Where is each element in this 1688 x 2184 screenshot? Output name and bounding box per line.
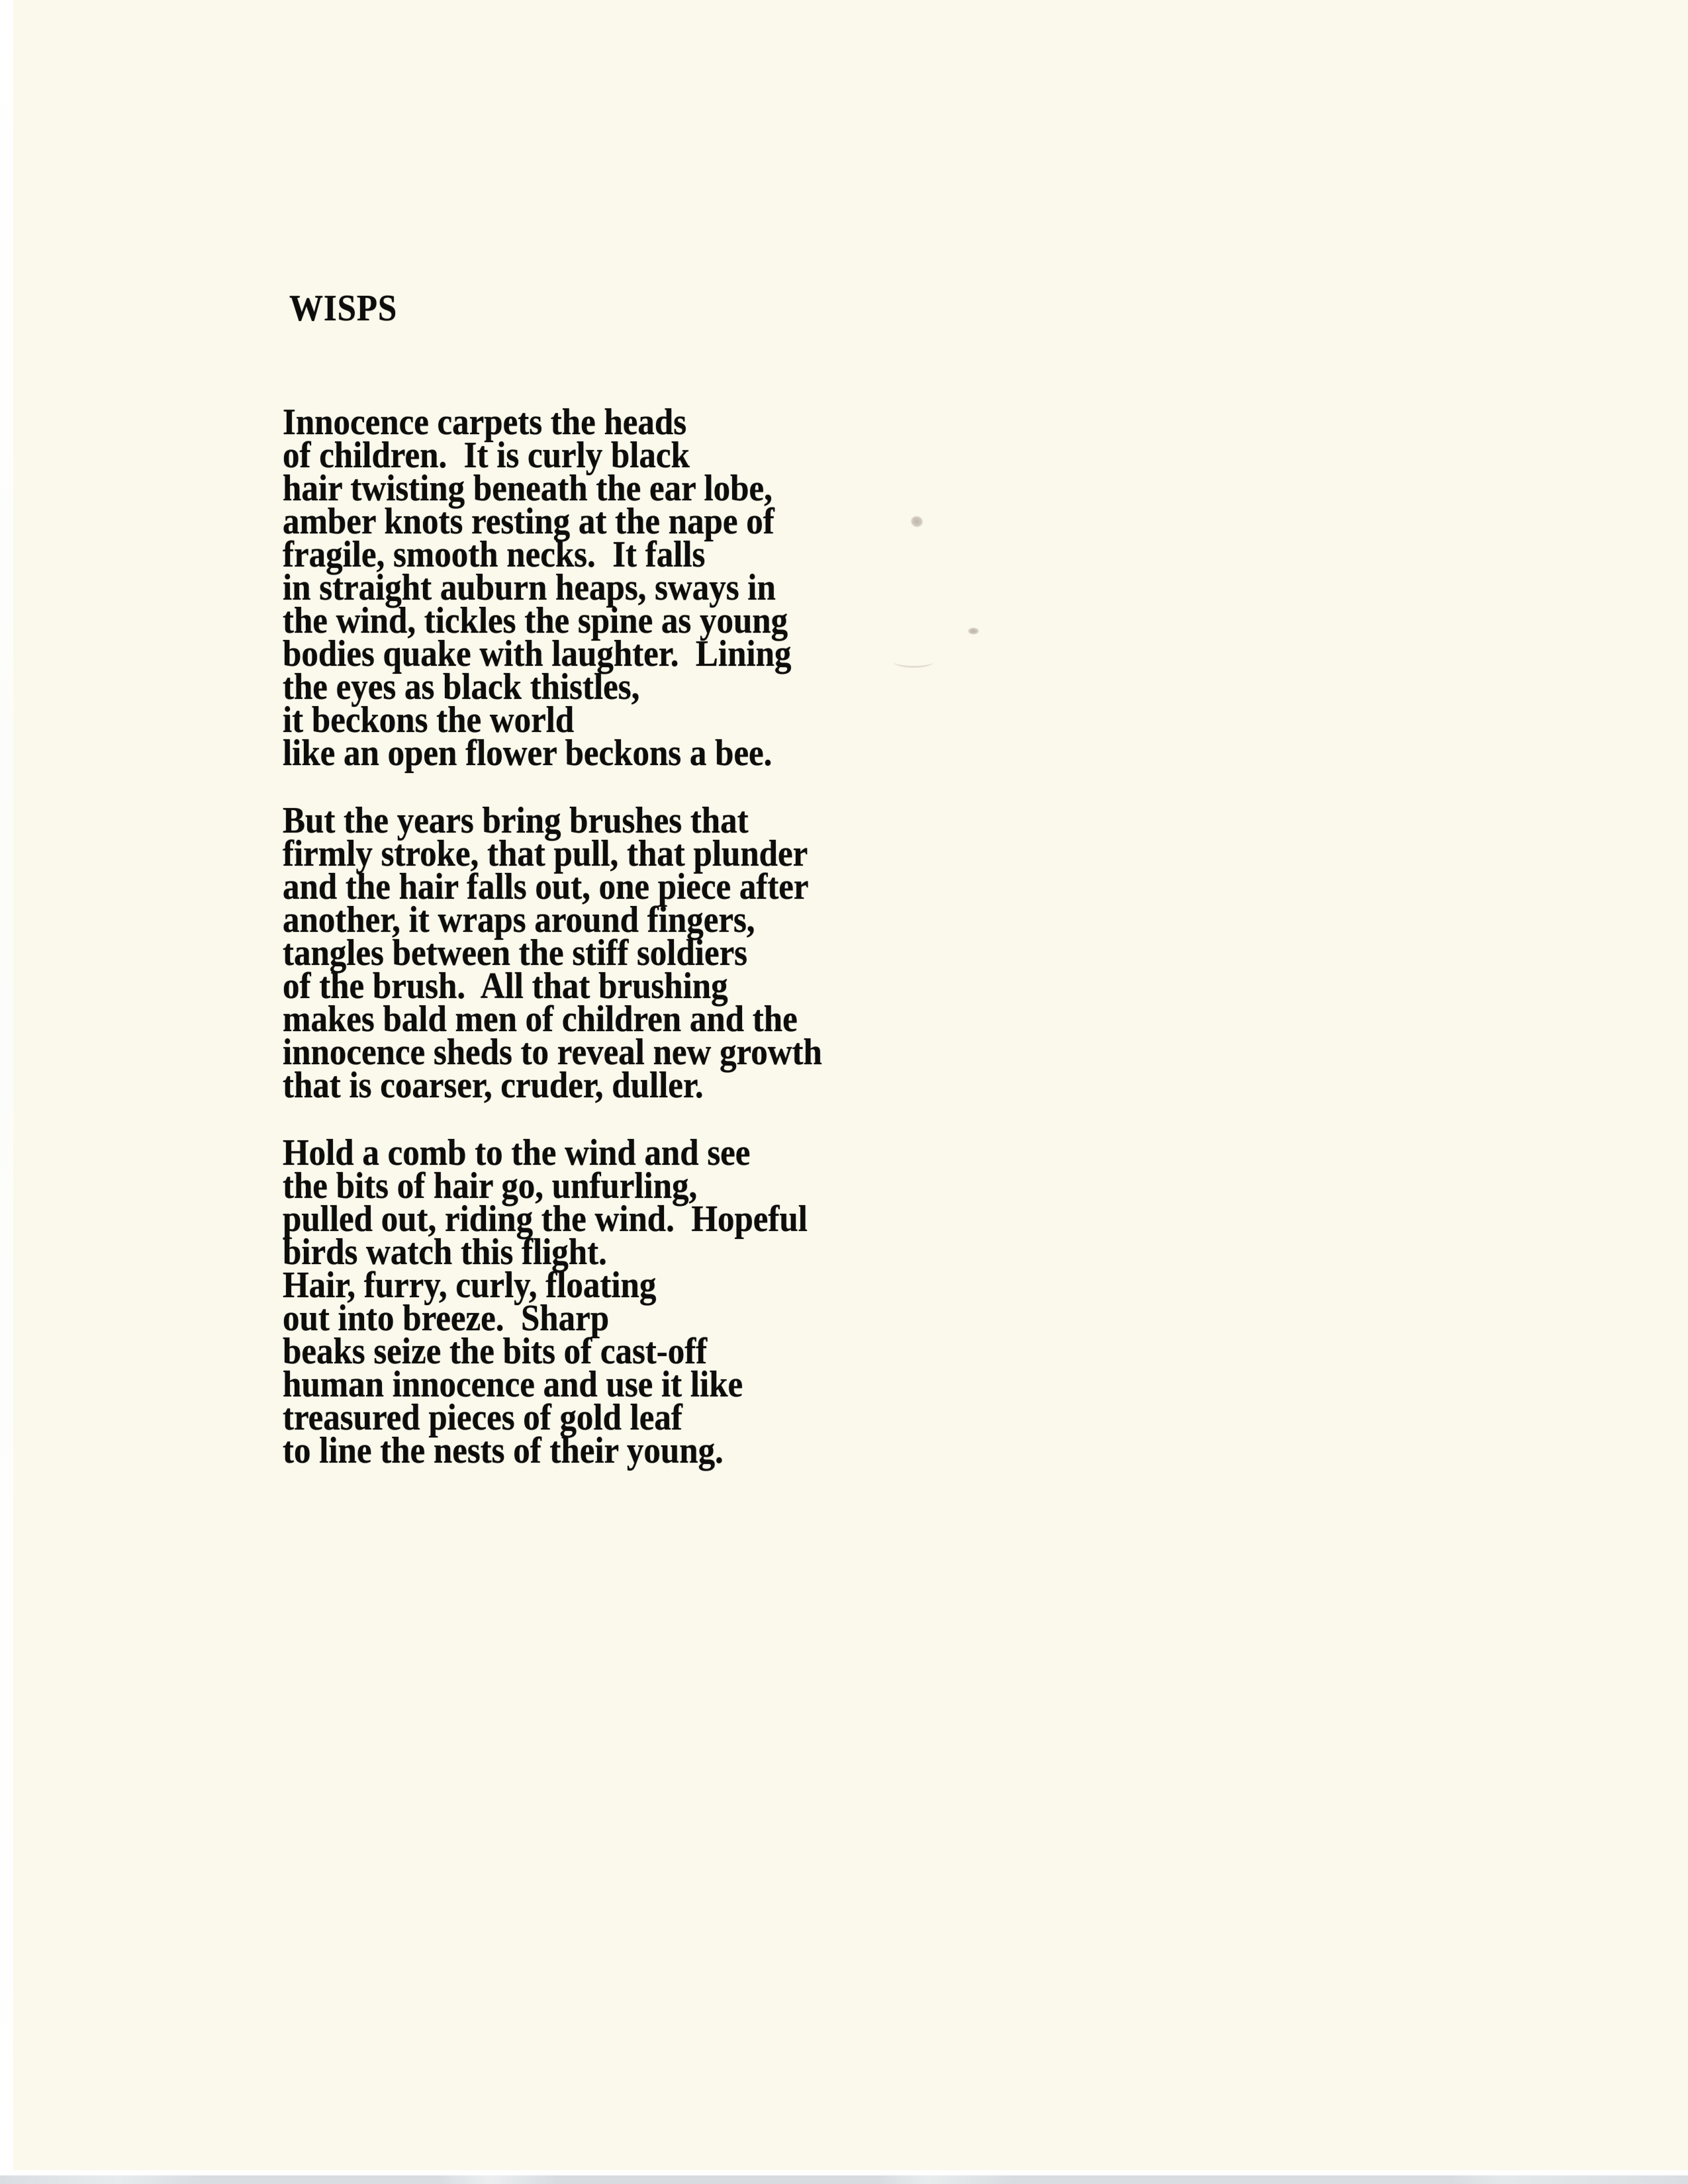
poem-line: bodies quake with laughter. Lining <box>283 633 792 674</box>
poem-line: Hold a comb to the wind and see <box>283 1132 751 1173</box>
scan-edge-bottom <box>0 2175 1688 2184</box>
poem-line: human innocence and use it like <box>283 1364 743 1405</box>
poem-line: in straight auburn heaps, sways in <box>283 567 776 608</box>
poem-line: of children. It is curly black <box>283 435 690 476</box>
poem-line: the eyes as black thistles, <box>283 666 640 707</box>
poem-line: another, it wraps around fingers, <box>283 899 755 940</box>
paper-scratch <box>894 657 933 668</box>
scan-edge-left <box>0 0 13 2184</box>
poem-line: beaks seize the bits of cast-off <box>283 1331 708 1372</box>
poem-stanza <box>283 402 822 774</box>
poem-line: it beckons the world <box>283 700 575 741</box>
poem-line: Innocence carpets the heads <box>283 402 687 443</box>
poem-line: Hair, furry, curly, floating <box>283 1265 657 1306</box>
poem-stanza <box>283 800 822 1106</box>
paper-speck <box>966 627 980 635</box>
poem-line: makes bald men of children and the <box>283 999 798 1040</box>
poem-stanza <box>283 1132 822 1471</box>
poem-line: out into breeze. Sharp <box>283 1298 610 1339</box>
poem-line: pulled out, riding the wind. Hopeful <box>283 1199 808 1240</box>
poem-line: fragile, smooth necks. It falls <box>283 534 706 575</box>
poem-title: WISPS <box>289 288 398 329</box>
poem-line: the wind, tickles the spine as young <box>283 600 788 641</box>
poem-line: and the hair falls out, one piece after <box>283 866 809 907</box>
poem-line: that is coarser, cruder, duller. <box>283 1065 704 1106</box>
poem-line: birds watch this flight. <box>283 1232 607 1273</box>
poem-body <box>283 402 822 1471</box>
poem-line: hair twisting beneath the ear lobe, <box>283 468 773 509</box>
poem-line: to line the nests of their young. <box>283 1430 724 1471</box>
poem-line: of the brush. All that brushing <box>283 966 728 1007</box>
poem-line: But the years bring brushes that <box>283 800 749 841</box>
paper-speck <box>906 512 927 532</box>
scan-edge-bottom-white <box>0 2170 1688 2175</box>
poem-line: like an open flower beckons a bee. <box>283 733 773 774</box>
poem-line: innocence sheds to reveal new growth <box>283 1032 822 1073</box>
poem-line: tangles between the stiff soldiers <box>283 933 748 974</box>
poem-line: amber knots resting at the nape of <box>283 501 774 542</box>
poem-line: firmly stroke, that pull, that plunder <box>283 833 808 874</box>
poem-line: the bits of hair go, unfurling, <box>283 1165 698 1206</box>
poem-line: treasured pieces of gold leaf <box>283 1397 682 1438</box>
